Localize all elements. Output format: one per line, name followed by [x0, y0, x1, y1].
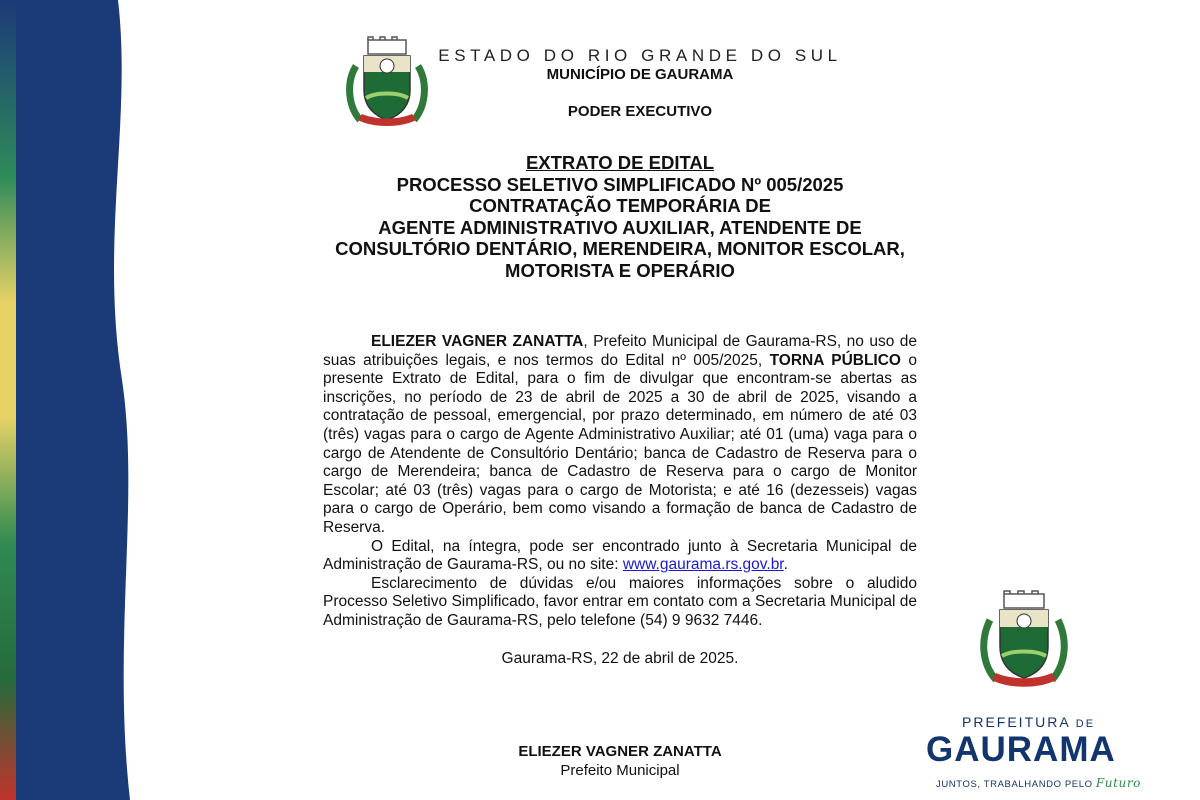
- paragraph-contact: Esclarecimento de dúvidas e/ou maiores informações sobre o aludido Processo Seletivo Simplificado, favor entrar em contato com a Secretaria Municipal de Administração de Gaurama-RS, pelo telefone (54) 9 9632 7446.: [323, 574, 917, 629]
- title-line-processo: PROCESSO SELETIVO SIMPLIFICADO Nº 005/2025: [396, 173, 844, 195]
- title-line-extrato: EXTRATO DE EDITAL: [525, 152, 715, 173]
- paragraph-text: , Prefeito Municipal de Gaurama-RS, no uso de suas atribuições legais, e nos termos do Edital nº 005/2025,: [323, 333, 918, 369]
- tagline-text: JUNTOS, TRABALHANDO PELO: [936, 779, 1093, 790]
- torna-publico-bold: TORNA PÚBLICO: [769, 351, 901, 369]
- date-place-line: Gaurama-RS, 22 de abril de 2025.: [501, 650, 739, 667]
- branch-heading: PODER EXECUTIVO: [567, 103, 713, 120]
- paragraph-text: O Edital, na íntegra, pode ser encontrado junto à Secretaria Municipal de Administração de Gaurama-RS, ou no site:: [323, 537, 917, 574]
- municipality-heading: MUNICÍPIO DE GAURAMA: [546, 66, 734, 83]
- decorative-side-band: [0, 0, 140, 800]
- title-line-contratacao: CONTRATAÇÃO TEMPORÁRIA DE: [469, 195, 771, 216]
- paragraph-text: .: [783, 556, 788, 574]
- paragraph-announcement: [323, 333, 917, 538]
- gaurama-coat-of-arms-icon: [342, 36, 432, 130]
- edital-body: [323, 333, 917, 631]
- title-line-cargos-2: CONSULTÓRIO DENTÁRIO, MERENDEIRA, MONITOR ESCOLAR,: [335, 238, 905, 259]
- de-word: DE: [1075, 718, 1096, 730]
- signer-role: Prefeito Municipal: [560, 762, 680, 779]
- wave-band-graphic: [0, 0, 140, 800]
- website-link[interactable]: www.gaurama.rs.gov.br: [622, 556, 784, 574]
- state-heading: ESTADO DO RIO GRANDE DO SUL: [438, 46, 842, 65]
- gaurama-coat-of-arms-icon: [976, 590, 1072, 690]
- document-title: [310, 152, 930, 281]
- paragraph-text: o presente Extrato de Edital, para o fim de divulgar que encontram-se abertas as inscrições, no período de 23 de abril de 2025 a 30 de abril de 2025, visando a contratação de pessoal, emergencial, por prazo determinado, em número de até 03 (três) vagas para o cargo de Agente Administrativo Auxiliar; até 01 (uma) vaga para o cargo de Atendente de Consultório Dentário; banca de Cadastro de Reserva para o cargo de Merendeira; banca de Cadastro de Reserva para o cargo de Monitor Escolar; até 03 (três) vagas para o cargo de Motorista; e até 16 (dezesseis) vagas para o cargo de Operário, bem como visando a formação de banca de Cadastro de Reserva.: [323, 351, 917, 536]
- prefeitura-word: PREFEITURA: [962, 714, 1070, 730]
- gaurama-wordmark: GAURAMA: [926, 730, 1116, 769]
- mayor-name-bold: ELIEZER VAGNER ZANATTA: [371, 333, 584, 350]
- tagline-script: Futuro: [1095, 776, 1142, 790]
- title-line-cargos-1: AGENTE ADMINISTRATIVO AUXILIAR, ATENDENTE DE: [378, 216, 862, 238]
- paragraph-edital-location: [323, 538, 917, 575]
- title-line-cargos-3: MOTORISTA E OPERÁRIO: [505, 259, 735, 281]
- signer-name: ELIEZER VAGNER ZANATTA: [518, 743, 722, 760]
- prefeitura-label: [962, 714, 1095, 730]
- tagline: [936, 776, 1141, 790]
